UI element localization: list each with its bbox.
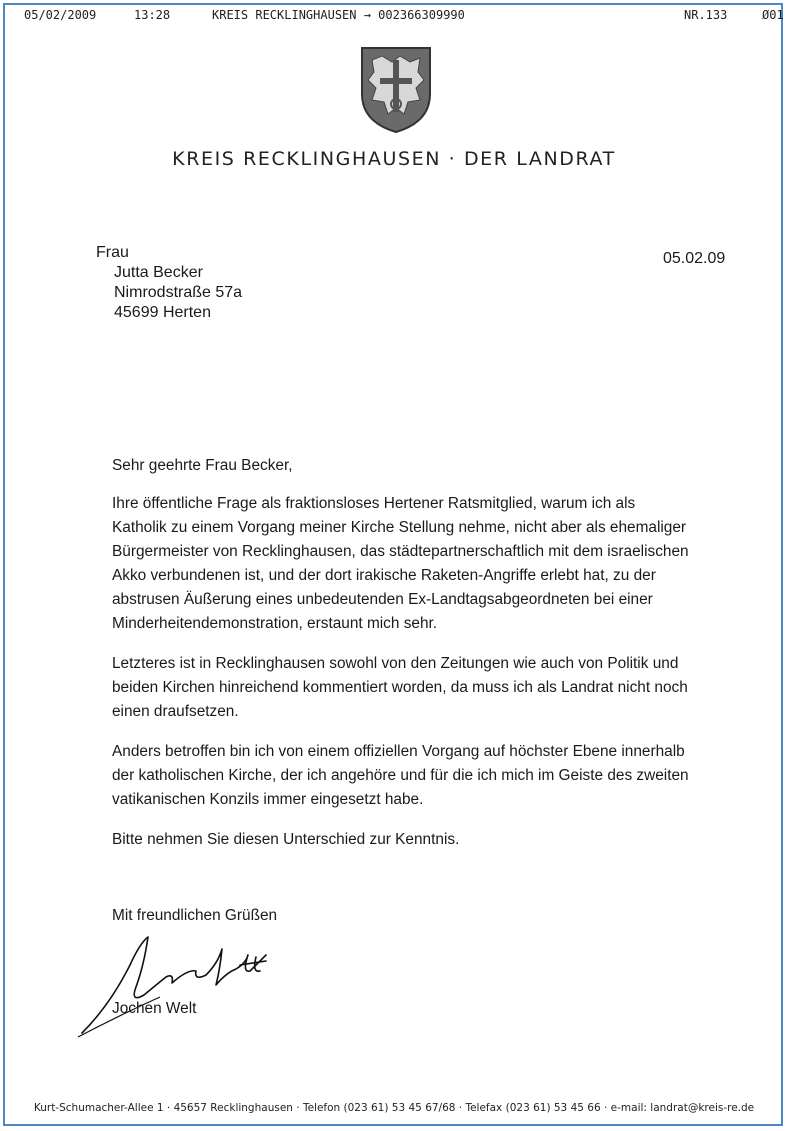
paragraph-1 <box>112 492 732 636</box>
footer-contact: Kurt-Schumacher-Allee 1 · 45657 Recklinghausen · Telefon (023 61) 53 45 67/68 · Telefax (023 61) 53 45 66 · e-mail: landrat@kreis-re.de <box>33 1102 755 1114</box>
paragraph-line: Anders betroffen bin ich von einem offiziellen Vorgang auf höchster Ebene innerhalb <box>112 743 685 760</box>
fax-route: KREIS RECKLINGHAUSEN → 002366309990 <box>212 8 465 22</box>
letter-body <box>112 454 732 868</box>
paragraph-line: Katholik zu einem Vorgang meiner Kirche Stellung nehme, nicht aber als ehemaliger <box>112 519 687 536</box>
coat-of-arms-icon <box>360 46 432 134</box>
letter-date: 05.02.09 <box>663 250 726 267</box>
fax-date: 05/02/2009 <box>24 8 97 22</box>
paragraph-line: einen draufsetzen. <box>112 703 239 720</box>
recipient-city: 45699 Herten <box>114 304 211 321</box>
paragraph-2 <box>112 652 732 724</box>
paragraph-line: abstrusen Äußerung eines unbedeutenden Ex-Landtagsabgeordneten bei einer <box>112 591 653 608</box>
salutation: Sehr geehrte Frau Becker, <box>112 457 293 474</box>
paragraph-line: vatikanischen Konzils immer eingesetzt habe. <box>112 791 424 808</box>
paragraph-line: Bürgermeister von Recklinghausen, das städtepartnerschaftlich mit dem israelischen <box>112 543 689 560</box>
signature-icon <box>70 925 290 1040</box>
recipient-title: Frau <box>96 244 129 261</box>
paragraph-3 <box>112 740 732 812</box>
paragraph-line: beiden Kirchen hinreichend kommentiert worden, da muss ich als Landrat nicht noch <box>112 679 688 696</box>
fax-page: Ø01 <box>762 8 784 22</box>
recipient-name: Jutta Becker <box>114 264 203 281</box>
paragraph-line: Letzteres ist in Recklinghausen sowohl von den Zeitungen wie auch von Politik und <box>112 655 679 672</box>
paragraph-4: Bitte nehmen Sie diesen Unterschied zur Kenntnis. <box>112 831 460 848</box>
paragraph-line: Ihre öffentliche Frage als fraktionsloses Hertener Ratsmitglied, warum ich als <box>112 495 636 512</box>
recipient-address <box>96 243 242 323</box>
paragraph-line: Akko verbundenen ist, und der dort irakische Raketen-Angriffe erlebt hat, zu der <box>112 567 656 584</box>
fax-time: 13:28 <box>134 8 171 22</box>
paragraph-line: Minderheitendemonstration, erstaunt mich sehr. <box>112 615 438 632</box>
recipient-street: Nimrodstraße 57a <box>114 284 243 301</box>
fax-number: NR.133 <box>684 8 728 22</box>
paragraph-line: der katholischen Kirche, der ich angehöre und für die ich mich im Geiste des zweiten <box>112 767 689 784</box>
closing: Mit freundlichen Grüßen <box>112 907 278 924</box>
letterhead: KREIS RECKLINGHAUSEN · DER LANDRAT <box>172 148 616 170</box>
signer-name: Jochen Welt <box>112 1000 197 1017</box>
